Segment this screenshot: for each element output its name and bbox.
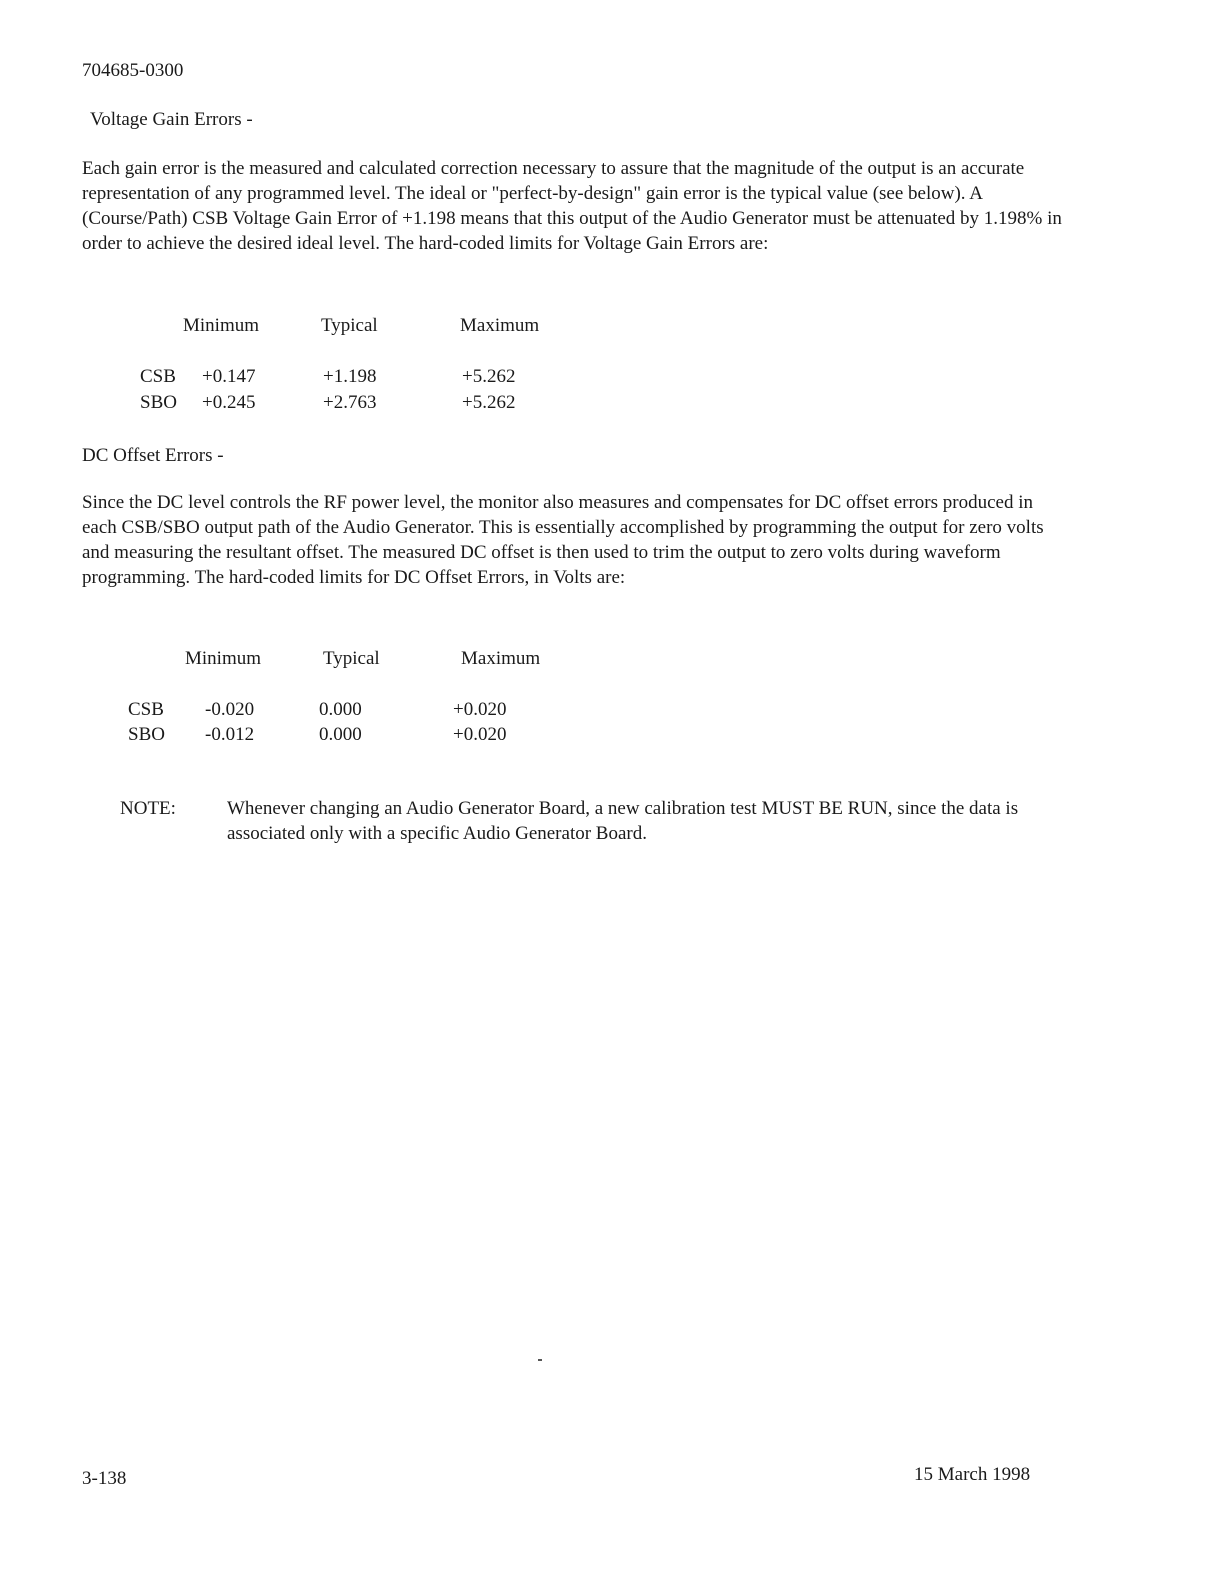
scan-speck (538, 1359, 542, 1361)
cell-minimum: +0.147 (202, 366, 256, 387)
cell-maximum: +0.020 (453, 699, 507, 720)
cell-typical: 0.000 (319, 699, 362, 720)
cell-minimum: -0.020 (205, 699, 255, 720)
cell-maximum: +0.020 (453, 724, 507, 745)
document-date: 15 March 1998 (914, 1464, 1031, 1485)
row-label: SBO (140, 392, 177, 413)
dc-offset-paragraph: Since the DC level controls the RF power level, the monitor also measures and compensates for DC offset errors produced in each CSB/SBO output path of the Audio Generator. This is essentially accomplished by programming the output for zero volts and measuring the resultant offset. The measured DC offset is then used to trim the output to zero volts during waveform programming. The hard-coded limits for DC Offset Errors, in Volts are: (82, 492, 1044, 588)
cell-maximum: +5.262 (462, 392, 516, 413)
cell-typical: +2.763 (323, 392, 377, 413)
column-header-maximum: Maximum (461, 648, 541, 669)
cell-maximum: +5.262 (462, 366, 516, 387)
row-label: CSB (140, 366, 176, 387)
document-number: 704685-0300 (82, 60, 184, 81)
page-number: 3-138 (82, 1468, 127, 1489)
column-header-typical: Typical (321, 315, 378, 336)
column-header-minimum: Minimum (183, 315, 260, 336)
dc-offset-heading: DC Offset Errors - (82, 445, 224, 466)
cell-typical: 0.000 (319, 724, 362, 745)
column-header-minimum: Minimum (185, 648, 262, 669)
voltage-gain-heading: Voltage Gain Errors - (90, 109, 253, 130)
voltage-gain-paragraph: Each gain error is the measured and calculated correction necessary to assure that the magnitude of the output is an accurate representation of any programmed level. The ideal or "perfect-by-design" gain error is the typical value (see below). A (Course/Path) CSB Voltage Gain Error of +1.198 means that this output of the Audio Generator must be attenuated by 1.198% in order to achieve the desired ideal level. The hard-coded limits for Voltage Gain Errors are: (82, 158, 1062, 254)
cell-minimum: +0.245 (202, 392, 256, 413)
note-label: NOTE: (120, 798, 176, 819)
column-header-maximum: Maximum (460, 315, 540, 336)
row-label: SBO (128, 724, 165, 745)
row-label: CSB (128, 699, 164, 720)
note-text: Whenever changing an Audio Generator Board, a new calibration test MUST BE RUN, since the data is associated only with a specific Audio Generator Board. (227, 798, 1019, 844)
column-header-typical: Typical (323, 648, 380, 669)
cell-typical: +1.198 (323, 366, 377, 387)
cell-minimum: -0.012 (205, 724, 255, 745)
